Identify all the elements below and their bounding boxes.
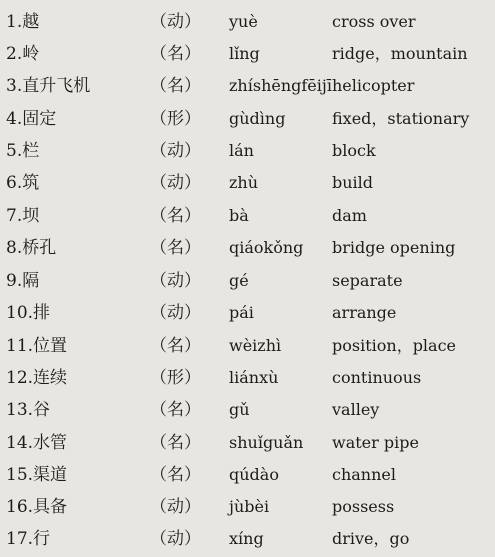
pinyin: pái [229, 303, 254, 322]
pinyin: jùbèi [229, 497, 270, 516]
english-meaning: valley [332, 400, 380, 419]
part-of-speech: （名） [150, 206, 201, 226]
part-of-speech: （动） [150, 12, 201, 32]
english-meaning: dam [332, 206, 367, 225]
vocab-word: 14.水管 [6, 433, 68, 453]
part-of-speech: （名） [150, 238, 201, 258]
vocab-word: 15.渠道 [6, 465, 68, 485]
english-meaning: water pipe [332, 433, 419, 452]
part-of-speech: （动） [150, 141, 201, 161]
vocab-row [0, 265, 495, 297]
pinyin: liánxù [229, 368, 279, 387]
pinyin: lǐng [229, 44, 260, 63]
vocab-row [0, 167, 495, 199]
vocab-word: 5.栏 [6, 141, 40, 161]
vocab-word: 4.固定 [6, 109, 57, 129]
part-of-speech: （名） [150, 44, 201, 64]
english-meaning: position，place [332, 336, 457, 355]
pinyin: gùdìng [229, 109, 286, 128]
vocab-word: 17.行 [6, 529, 51, 549]
pinyin: zhíshēngfēijī [229, 76, 332, 95]
part-of-speech: （名） [150, 465, 201, 485]
english-meaning: block [332, 141, 376, 160]
english-meaning: build [332, 173, 374, 192]
vocab-row [0, 394, 495, 426]
part-of-speech: （动） [150, 529, 201, 549]
pinyin: qiáokǒng [229, 238, 304, 257]
vocab-word: 1.越 [6, 12, 40, 32]
vocab-row [0, 362, 495, 394]
vocab-word: 7.坝 [6, 206, 40, 226]
part-of-speech: （形） [150, 368, 201, 388]
vocab-word: 12.连续 [6, 368, 68, 388]
pinyin: zhù [229, 173, 259, 192]
english-meaning: arrange [332, 303, 397, 322]
pinyin: xíng [229, 529, 264, 548]
part-of-speech: （名） [150, 400, 201, 420]
part-of-speech: （形） [150, 109, 201, 129]
vocab-row [0, 135, 495, 167]
vocab-word: 3.直升飞机 [6, 76, 91, 96]
pinyin: bà [229, 206, 249, 225]
pinyin: qúdào [229, 465, 279, 484]
pinyin: yuè [229, 12, 258, 31]
vocab-row [0, 523, 495, 555]
vocab-word: 13.谷 [6, 400, 51, 420]
vocab-row [0, 200, 495, 232]
vocab-row [0, 6, 495, 38]
english-meaning: separate [332, 271, 403, 290]
pinyin: shuǐguǎn [229, 433, 304, 452]
vocab-row [0, 491, 495, 523]
part-of-speech: （动） [150, 303, 201, 323]
part-of-speech: （名） [150, 76, 201, 96]
vocab-word: 2.岭 [6, 44, 40, 64]
vocab-row [0, 232, 495, 264]
vocab-row [0, 38, 495, 70]
vocab-word: 8.桥孔 [6, 238, 57, 258]
pinyin: gé [229, 271, 249, 290]
english-meaning: continuous [332, 368, 422, 387]
english-meaning: drive，go [332, 529, 410, 548]
english-meaning: bridge opening [332, 238, 456, 257]
vocab-row [0, 297, 495, 329]
vocab-word: 6.筑 [6, 173, 40, 193]
part-of-speech: （动） [150, 271, 201, 291]
vocab-row [0, 103, 495, 135]
english-meaning: possess [332, 497, 395, 516]
english-meaning: ridge，mountain [332, 44, 468, 63]
english-meaning: fixed，stationary [332, 109, 470, 128]
pinyin: wèizhì [229, 336, 282, 355]
part-of-speech: （名） [150, 433, 201, 453]
vocab-word: 11.位置 [6, 336, 68, 356]
vocab-word: 16.具备 [6, 497, 68, 517]
vocab-row [0, 459, 495, 491]
vocab-word: 9.隔 [6, 271, 40, 291]
vocab-row [0, 70, 495, 102]
english-meaning: helicopter [332, 76, 415, 95]
vocab-row [0, 427, 495, 459]
part-of-speech: （动） [150, 173, 201, 193]
vocab-row [0, 330, 495, 362]
vocab-word: 10.排 [6, 303, 51, 323]
english-meaning: channel [332, 465, 396, 484]
part-of-speech: （动） [150, 497, 201, 517]
pinyin: lán [229, 141, 254, 160]
part-of-speech: （名） [150, 336, 201, 356]
pinyin: gǔ [229, 400, 250, 419]
english-meaning: cross over [332, 12, 416, 31]
